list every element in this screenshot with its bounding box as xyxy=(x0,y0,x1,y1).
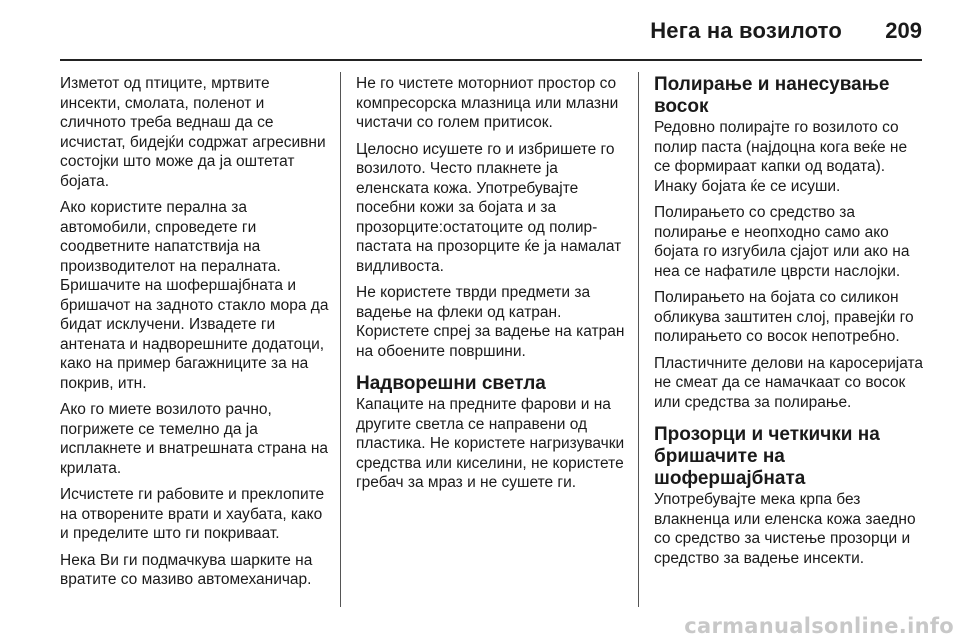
paragraph: Полирањето на бојата со силикон обликува заштитен слој, правејќи го полирањето со восок непотребно. xyxy=(654,289,914,345)
paragraph: Редовно полирајте го возилото со полир паста (најдоцна кога веќе не се формираат капки од водата). Инаку бојата ќе се исуши. xyxy=(654,119,908,195)
paragraph: Пластичните делови на каросеријата не смеат да се намачкаат со восок или средства за полирање. xyxy=(654,354,924,411)
column-divider-2 xyxy=(638,72,639,607)
paragraph: Не го чистете моторниот простор со компресорска млазница или млазни чистачи со голем притисок. xyxy=(356,75,619,131)
column-divider-1 xyxy=(340,72,341,607)
header-divider xyxy=(60,59,922,61)
paragraph: Изметот од птиците, мртвите инсекти, смолата, поленот и сличното треба веднаш да се исчистат, бидејќи содржат агресивни состојки што може да ја оштетат бојата. xyxy=(60,75,326,190)
section-heading: Надворешни светла xyxy=(356,373,546,394)
paragraph: Ако користите перална за автомобили, спроведете ги соодветните напатствија на производителот на пералната. Бришачите на шофершајбната и бришачот на задното стакло мора да бидат исклучени. Извадете ги антената и надворешните додатоци, како на пример багажниците за на покрив, итн. xyxy=(60,199,329,392)
paragraph: Целосно исушете го и избришете го возилото. Често плакнете ја еленската кожа. Употребувајте посебни кожи за бојата и за прозорците:остатоците од полир-пастата на прозорците ќе ја намалат видливоста. xyxy=(356,140,622,275)
text-column-3 xyxy=(654,74,924,575)
paragraph: Полирањето со средство за полирање е неопходно само ако бојата го изгубила сјајот или ако на неа се нафатиле цврсти наслојки. xyxy=(654,204,910,280)
text-column-2 xyxy=(356,74,626,500)
page-number: 209 xyxy=(885,18,922,43)
page-header xyxy=(0,0,960,60)
paragraph: Не користете тврди предмети за вадење на флеки од катран. Користете спреј за вадење на катран на обоените површини. xyxy=(356,284,625,360)
section-heading: Полирање и нанесување восок xyxy=(654,74,890,117)
paragraph: Употребувајте мека крпа без влакненца или еленска кожа заедно со средство за чистење прозорци и средство за вадење инсекти. xyxy=(654,491,916,567)
watermark-text: carmanualsonline.info xyxy=(684,614,954,638)
paragraph: Ако го миете возилото рачно, погрижете се темелно да ја исплакнете и внатрешната страна на крилата. xyxy=(60,401,329,477)
section-title: Нега на возилото xyxy=(650,18,842,43)
section-heading: Прозорци и четкички на бришачите на шофершајбната xyxy=(654,424,880,489)
text-column-1 xyxy=(60,74,330,597)
paragraph: Исчистете ги рабовите и преклопите на отворените врати и хаубата, како и пределите што ги покриваат. xyxy=(60,486,325,542)
paragraph: Нека Ви ги подмачкува шарките на вратите со мазиво автомеханичар. xyxy=(60,551,313,588)
paragraph: Капаците на предните фарови и на другите светла се направени од пластика. Не користете нагризувачки средства или киселини, не користете гребач за мраз и не сушете ги. xyxy=(356,396,625,491)
